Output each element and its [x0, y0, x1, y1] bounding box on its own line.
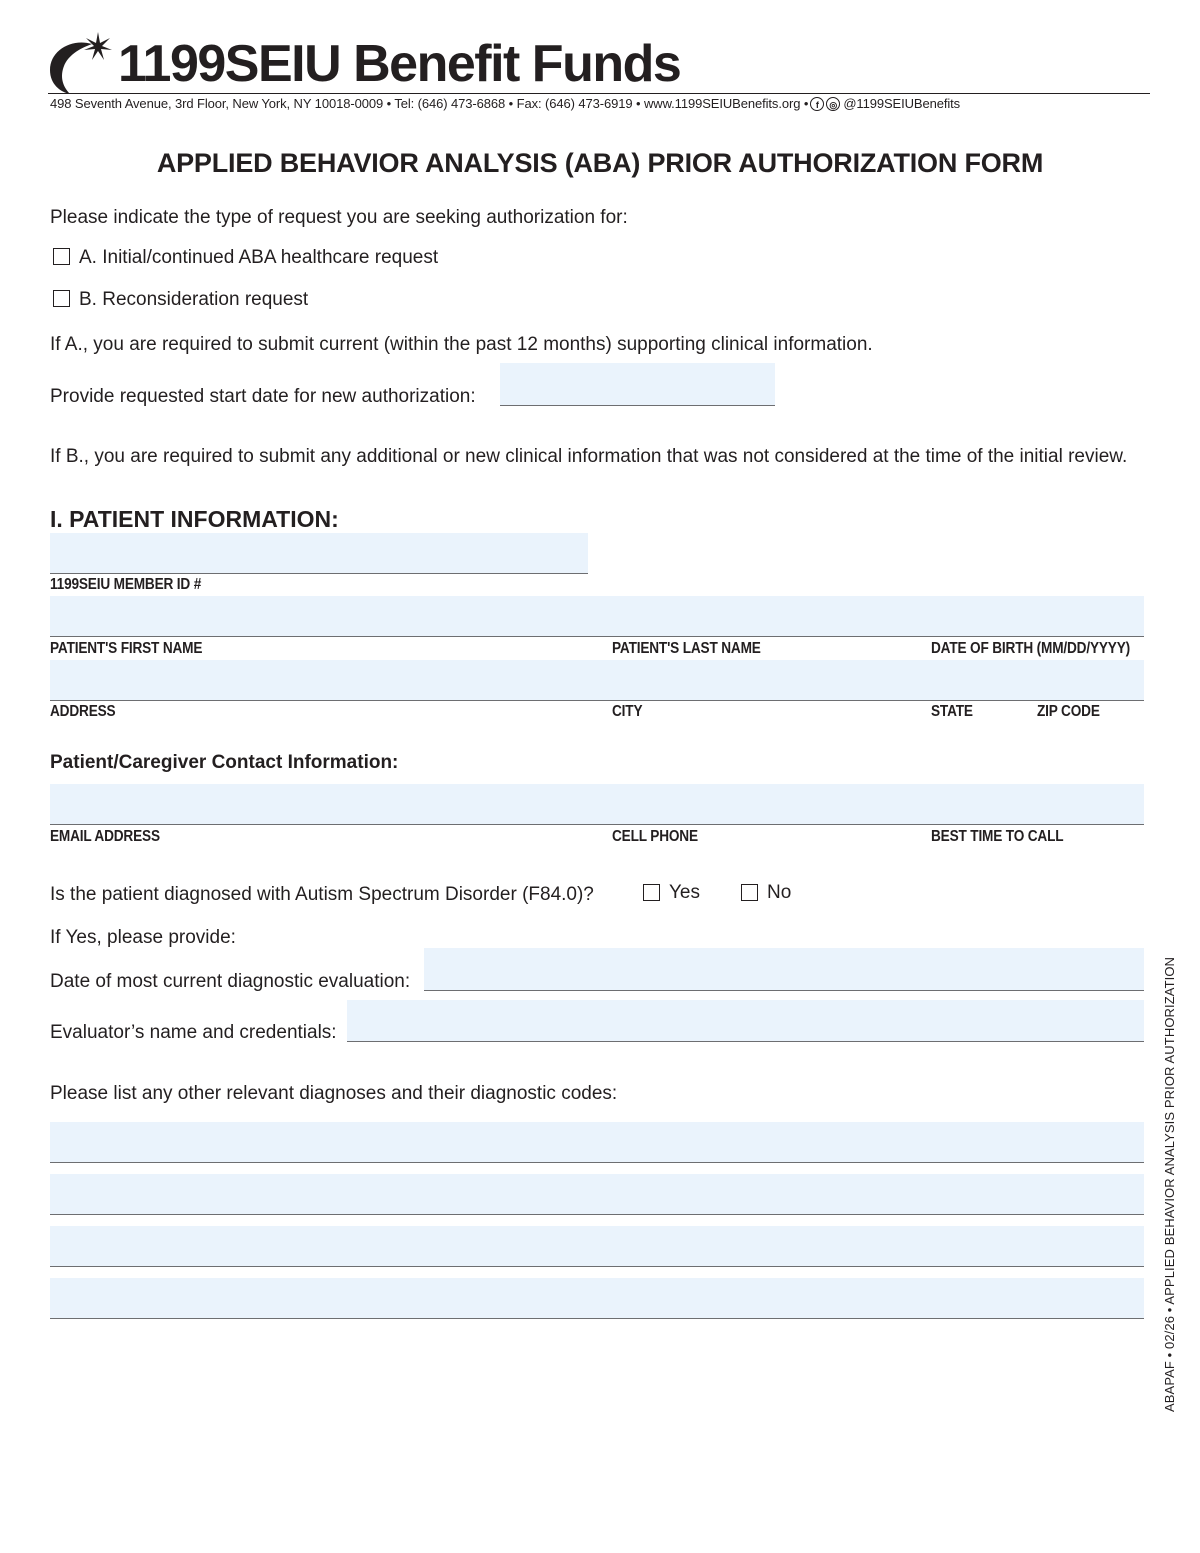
best-time-input[interactable] — [930, 784, 1144, 824]
evaluator-input[interactable] — [347, 1000, 1144, 1041]
last-name-label: PATIENT'S LAST NAME — [612, 640, 761, 657]
social-handle: @1199SEIUBenefits — [843, 96, 961, 111]
other-diagnoses-underline-2 — [50, 1214, 1144, 1215]
eval-date-input[interactable] — [424, 948, 1144, 990]
other-diagnoses-underline-1 — [50, 1162, 1144, 1163]
if-a-instructions: If A., you are required to submit current (within the past 12 months) supporting clinical information. — [50, 334, 873, 355]
option-b-checkbox[interactable] — [53, 290, 70, 307]
patient-section-title: I. PATIENT INFORMATION: — [50, 506, 339, 532]
contact-info — [50, 96, 960, 111]
dob-input[interactable] — [930, 596, 1144, 636]
form-title: APPLIED BEHAVIOR ANALYSIS (ABA) PRIOR AUTHORIZATION FORM — [156, 148, 1044, 178]
other-diagnoses-line-4[interactable] — [50, 1278, 1144, 1318]
name-row-underline — [50, 636, 1144, 637]
other-diagnoses-underline-4 — [50, 1318, 1144, 1319]
member-id-label: 1199SEIU MEMBER ID # — [50, 576, 202, 593]
other-diagnoses-line-2[interactable] — [50, 1174, 1144, 1214]
city-input[interactable] — [612, 660, 928, 700]
first-name-input[interactable] — [50, 596, 610, 636]
start-date-label: Provide requested start date for new authorization: — [50, 386, 476, 407]
email-label: EMAIL ADDRESS — [50, 828, 160, 845]
form-code-sidebar: ABAPAF • 02/26 • APPLIED BEHAVIOR ANALYSIS PRIOR AUTHORIZATION — [1162, 956, 1177, 1412]
evaluator-underline — [347, 1041, 1144, 1042]
autism-yes-checkbox[interactable] — [643, 884, 660, 901]
instagram-icon: ◎ — [826, 97, 840, 111]
best-time-label: BEST TIME TO CALL — [931, 828, 1064, 845]
member-id-underline — [50, 573, 588, 574]
address-input[interactable] — [50, 660, 610, 700]
cell-phone-label: CELL PHONE — [612, 828, 698, 845]
eval-date-label: Date of most current diagnostic evaluation: — [50, 971, 411, 992]
social-icons — [810, 97, 840, 111]
dob-label: DATE OF BIRTH (MM/DD/YYYY) — [931, 640, 1131, 657]
contact-section-title: Patient/Caregiver Contact Information: — [50, 752, 399, 773]
logo-crescent-star-icon — [48, 32, 114, 96]
zip-label: ZIP CODE — [1037, 703, 1100, 720]
if-yes-prompt: If Yes, please provide: — [50, 927, 236, 948]
autism-no-checkbox[interactable] — [741, 884, 758, 901]
option-a-checkbox[interactable] — [53, 248, 70, 265]
member-id-input[interactable] — [50, 533, 588, 573]
logo-wordmark: 1199SEIU Benefit Funds — [118, 35, 681, 93]
last-name-input[interactable] — [612, 596, 928, 636]
start-date-input[interactable] — [500, 363, 775, 405]
facebook-icon: f — [810, 97, 824, 111]
first-name-label: PATIENT'S FIRST NAME — [50, 640, 203, 657]
autism-no-label: No — [767, 882, 792, 903]
city-label: CITY — [612, 703, 643, 720]
contact-row-underline — [50, 824, 1144, 825]
email-input[interactable] — [50, 784, 610, 824]
if-b-instructions: If B., you are required to submit any additional or new clinical information that was not considered at the time of the initial review. — [50, 446, 1128, 467]
autism-yes-label: Yes — [669, 882, 700, 903]
option-a-label: A. Initial/continued ABA healthcare request — [79, 247, 439, 268]
contact-info-text: 498 Seventh Avenue, 3rd Floor, New York, NY 10018-0009 • Tel: (646) 473-6868 • Fax: (646) 473-6919 • www.1199SEIUBenefits.org • — [50, 96, 809, 111]
state-label: STATE — [931, 703, 973, 720]
start-date-underline — [500, 405, 775, 406]
other-diagnoses-underline-3 — [50, 1266, 1144, 1267]
option-b-label: B. Reconsideration request — [79, 289, 309, 310]
other-diagnoses-line-1[interactable] — [50, 1122, 1144, 1162]
address-row-underline — [50, 700, 1144, 701]
zip-input[interactable] — [1036, 660, 1144, 700]
other-diagnoses-line-3[interactable] — [50, 1226, 1144, 1266]
evaluator-label: Evaluator’s name and credentials: — [50, 1022, 337, 1043]
request-type-prompt: Please indicate the type of request you are seeking authorization for: — [50, 207, 628, 228]
state-input[interactable] — [930, 660, 1034, 700]
header-divider — [48, 93, 1150, 94]
eval-date-underline — [424, 990, 1144, 991]
cell-phone-input[interactable] — [612, 784, 928, 824]
other-diagnoses-prompt: Please list any other relevant diagnoses and their diagnostic codes: — [50, 1083, 618, 1104]
autism-question: Is the patient diagnosed with Autism Spectrum Disorder (F84.0)? — [50, 884, 594, 905]
address-label: ADDRESS — [50, 703, 116, 720]
